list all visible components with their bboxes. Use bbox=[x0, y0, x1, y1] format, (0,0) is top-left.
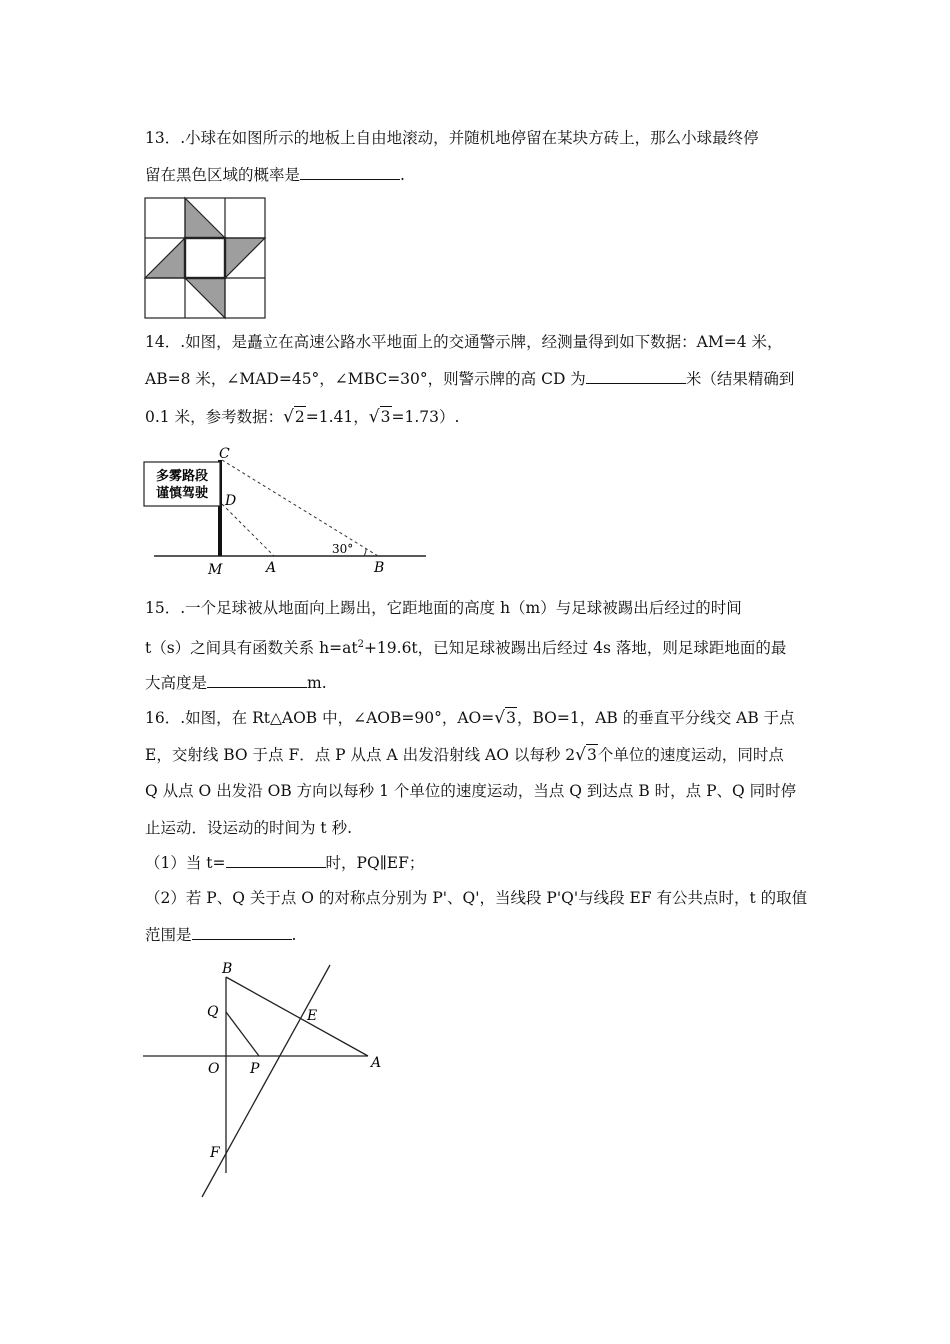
q14-line-1: 14．.如图，是矗立在高速公路水平地面上的交通警示牌，经测量得到如下数据：AM=4 米， bbox=[145, 333, 783, 351]
q16-sqrt-3b-radicand: 3 bbox=[586, 746, 597, 764]
sign-text-1: 多雾路段 bbox=[155, 469, 209, 484]
floor-tile-figure bbox=[143, 196, 267, 320]
q15-exponent: 2 bbox=[357, 639, 364, 650]
q16-line-2-text: E，交射线 BO 于点 F．点 P 从点 A 出发沿射线 AO 以每秒 2 bbox=[145, 746, 576, 764]
dashed-line-da bbox=[222, 504, 274, 556]
tile-grid bbox=[145, 198, 265, 318]
q16-sqrt-3a-radicand: 3 bbox=[506, 709, 516, 727]
label-F: F bbox=[210, 1145, 220, 1161]
q15-line-3-text: 大高度是 bbox=[145, 674, 208, 692]
q16-line-7 bbox=[145, 925, 296, 945]
q15-line-1: 15．.一个足球被从地面向上踢出，它距地面的高度 h（m）与足球被踢出后经过的时间 bbox=[145, 599, 742, 617]
label-A: A bbox=[371, 1055, 382, 1071]
q16-line-1 bbox=[145, 707, 795, 728]
answer-blank-16-2[interactable] bbox=[192, 925, 292, 940]
sign-text-2: 谨慎驾驶 bbox=[155, 486, 209, 501]
label-D: D bbox=[225, 493, 237, 509]
shaded-triangle-top bbox=[185, 198, 225, 238]
label-B: B bbox=[374, 560, 385, 576]
q13-line-2 bbox=[145, 165, 405, 185]
q14-line-3 bbox=[145, 406, 459, 427]
q13-line-2-end: . bbox=[400, 166, 405, 184]
q16-line-1-end: ，BO=1，AB 的垂直平分线交 AB 于点 bbox=[516, 709, 795, 727]
q13-line-2-text: 留在黑色区域的概率是 bbox=[145, 166, 301, 184]
sqrt-2-value: =1.41， bbox=[305, 408, 369, 426]
angle-arc-30 bbox=[364, 548, 366, 556]
answer-blank-13[interactable] bbox=[300, 165, 400, 180]
q16-line-7-text: 范围是 bbox=[145, 926, 192, 944]
segment-ab bbox=[226, 977, 368, 1056]
warning-sign-figure bbox=[140, 442, 440, 580]
q15-line-3-end: m. bbox=[307, 674, 327, 692]
triangle-aob-figure bbox=[140, 955, 400, 1205]
q16-line-4: 止运动．设运动的时间为 t 秒. bbox=[145, 819, 353, 837]
q16-line-2-end: 个单位的速度运动，同时点 bbox=[597, 746, 784, 764]
shaded-triangle-bottom bbox=[185, 278, 225, 318]
angle-label: 30° bbox=[332, 542, 354, 556]
q16-line-5-end: 时，PQ∥EF； bbox=[325, 854, 425, 872]
answer-blank-14[interactable] bbox=[586, 369, 686, 384]
shaded-triangle-right bbox=[225, 238, 265, 278]
sqrt-2: √2 bbox=[283, 407, 305, 427]
label-A: A bbox=[266, 560, 277, 576]
q16-line-2 bbox=[145, 744, 784, 765]
q15-line-2 bbox=[145, 635, 786, 658]
sqrt-3-radicand: 3 bbox=[380, 408, 391, 426]
label-Q: Q bbox=[207, 1004, 219, 1020]
center-tile bbox=[185, 238, 225, 278]
q16-line-5 bbox=[145, 853, 424, 873]
label-P: P bbox=[250, 1061, 260, 1077]
q16-line-7-end: . bbox=[291, 926, 297, 944]
q16-line-3: Q 从点 O 出发沿 OB 方向以每秒 1 个单位的速度运动，当点 Q 到达点 B 时，点 P、Q 同时停 bbox=[145, 782, 797, 800]
label-E: E bbox=[307, 1008, 318, 1024]
q14-line-3-text: 0.1 米，参考数据： bbox=[145, 408, 284, 426]
segment-qp bbox=[226, 1012, 259, 1056]
q15-line-2-end: +19.6t，已知足球被踢出后经过 4s 落地，则足球距地面的最 bbox=[363, 639, 787, 658]
q13-line-1: 13．.小球在如图所示的地板上自由地滚动，并随机地停留在某块方砖上，那么小球最终停 bbox=[145, 129, 759, 147]
answer-blank-16-1[interactable] bbox=[226, 853, 326, 868]
label-M: M bbox=[208, 562, 223, 578]
q16-sqrt-3b: √3 bbox=[575, 745, 597, 765]
label-C: C bbox=[219, 446, 230, 462]
q14-line-2-end: 米（结果精确到 bbox=[685, 370, 795, 388]
label-B: B bbox=[222, 961, 233, 977]
q15-line-2-text: t（s）之间具有函数关系 h=at bbox=[145, 639, 358, 658]
q15-line-3 bbox=[145, 673, 327, 693]
q16-line-1-text: 16．.如图，在 Rt△AOB 中，∠AOB=90°，AO= bbox=[145, 709, 495, 727]
shaded-triangle-left bbox=[145, 238, 185, 278]
sqrt-3-value: =1.73）. bbox=[391, 408, 460, 426]
q16-line-5-text: （1）当 t= bbox=[145, 854, 226, 872]
answer-blank-15[interactable] bbox=[207, 673, 307, 688]
label-O: O bbox=[208, 1061, 220, 1077]
q14-line-2 bbox=[145, 369, 794, 389]
q16-sqrt-3a: √3 bbox=[494, 708, 516, 728]
q14-line-2-text: AB=8 米，∠MAD=45°，∠MBC=30°，则警示牌的高 CD 为 bbox=[145, 370, 586, 388]
dashed-line-ca bbox=[222, 460, 378, 556]
sqrt-2-radicand: 2 bbox=[294, 408, 305, 426]
sqrt-3: √3 bbox=[368, 407, 391, 427]
q16-line-6: （2）若 P、Q 关于点 O 的对称点分别为 P'、Q'，当线段 P'Q'与线段 EF 有公共点时，t 的取值 bbox=[145, 889, 808, 907]
